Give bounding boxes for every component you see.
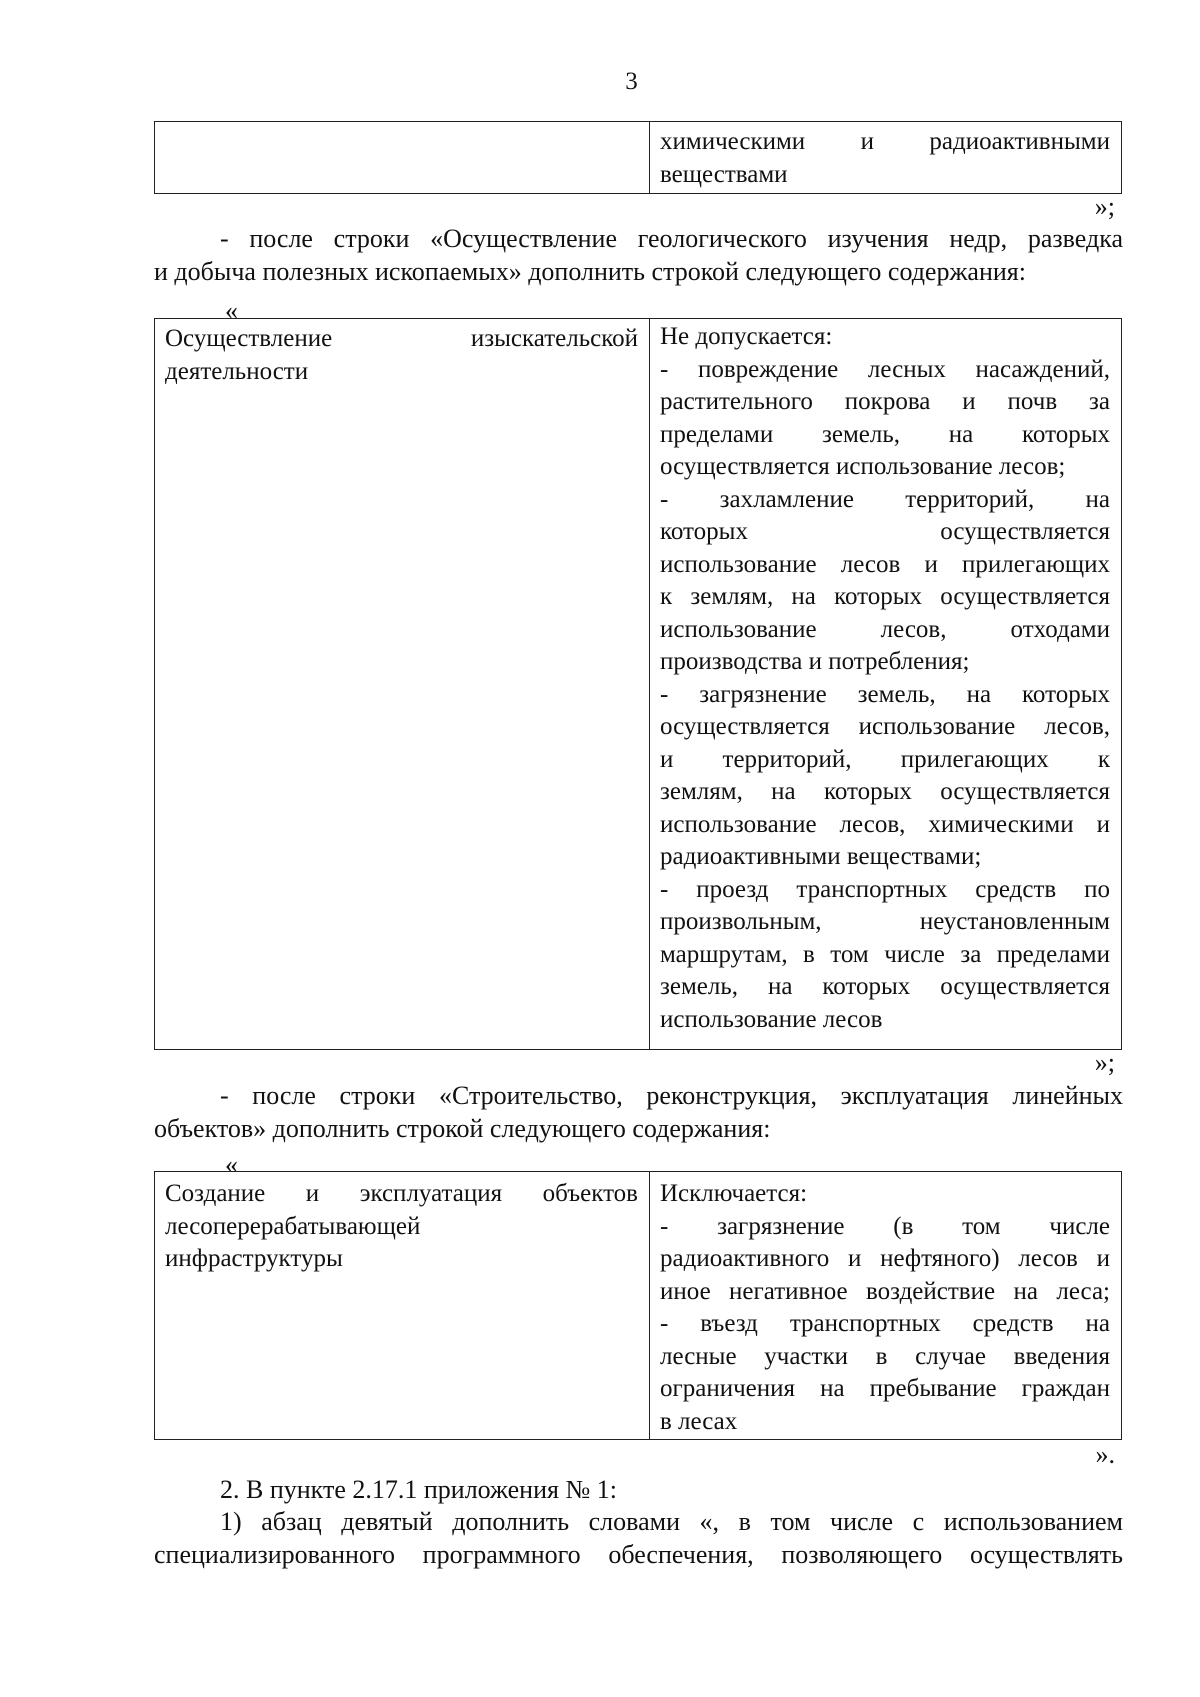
cell-line: пределами земель, на которых [660, 420, 1110, 448]
cell-line: Исключается: [660, 1180, 808, 1207]
paragraph-line: - после строки «Строительство, реконструкция, эксплуатация линейных [220, 1081, 1123, 1110]
paragraph-line: 2. В пункте 2.17.1 приложения № 1: [220, 1475, 617, 1504]
cell-line: лесоперерабатывающей [165, 1212, 421, 1240]
cell-line: - повреждение лесных насаждений, [660, 355, 1110, 383]
cell-line: использование лесов, химическими и [660, 810, 1110, 838]
opening-quote: « [225, 296, 238, 325]
cell-line: в лесах [660, 1407, 738, 1435]
paragraph-insertion-1 [154, 223, 1123, 288]
cell-line: и территорий, прилегающих к [660, 745, 1110, 773]
cell-line: которых осуществляется [660, 518, 1110, 545]
paragraph-point-2 [154, 1474, 1123, 1507]
table-cell-right [650, 122, 1122, 194]
cell-line: химическими и радиоактивными [660, 128, 1110, 155]
cell-line: инфраструктуры [165, 1245, 343, 1272]
cell-line: использование лесов, отходами [660, 615, 1110, 643]
closing-quote: »; [1094, 1048, 1115, 1077]
cell-line: использование лесов [660, 1005, 883, 1033]
table-cell-right [650, 1172, 1122, 1440]
closing-quote: »; [1094, 192, 1115, 221]
cell-line: иное негативное воздействие на леса; [660, 1277, 1110, 1305]
paragraph-subpoint-1 [154, 1506, 1123, 1571]
cell-line: деятельности [165, 357, 309, 385]
cell-line: произвольным, неустановленным [660, 908, 1110, 935]
cell-line: радиоактивного и нефтяного) лесов и [660, 1245, 1110, 1272]
paragraph-insertion-2 [154, 1080, 1123, 1145]
cell-line: лесные участки в случае введения [660, 1342, 1110, 1370]
table-cell-left [155, 319, 650, 1050]
table-wood-processing [154, 1171, 1122, 1440]
paragraph-line: 1) абзац девятый дополнить словами «, в том числе с использованием [220, 1507, 1123, 1536]
paragraph-line: специализированного программного обеспечения, позволяющего осуществлять [154, 1539, 1123, 1569]
cell-line: маршрутам, в том числе за пределами [660, 940, 1110, 968]
page-number: 3 [625, 68, 638, 95]
table-survey-activity [154, 318, 1122, 1050]
table-continued [154, 121, 1122, 194]
table-cell-left [155, 1172, 650, 1440]
table-cell-right [650, 319, 1122, 1050]
closing-quote: ». [1095, 1440, 1115, 1469]
cell-line: Не допускается: [660, 323, 833, 350]
cell-line: к землям, на которых осуществляется [660, 583, 1110, 610]
cell-line: Создание и эксплуатация объектов [165, 1180, 638, 1207]
paragraph-line: - после строки «Осуществление геологического изучения недр, разведка [220, 224, 1123, 253]
paragraph-line: и добыча полезных ископаемых» дополнить строкой следующего содержания: [154, 256, 1026, 286]
opening-quote: « [225, 1150, 238, 1179]
cell-line: земель, на которых осуществляется [660, 973, 1110, 1000]
cell-line: - загрязнение земель, на которых [660, 680, 1110, 708]
cell-line: Осуществление изыскательской [165, 325, 638, 352]
cell-line: - захламление территорий, на [660, 485, 1110, 513]
cell-line: - проезд транспортных средств по [660, 875, 1110, 903]
cell-line: осуществляется использование лесов, [660, 713, 1110, 740]
cell-line: производства и потребления; [660, 648, 970, 675]
cell-line: - въезд транспортных средств на [660, 1310, 1110, 1337]
table-cell-left [155, 122, 650, 194]
cell-line: ограничения на пребывание граждан [660, 1375, 1110, 1402]
cell-line: - загрязнение (в том числе [660, 1212, 1110, 1240]
paragraph-line: объектов» дополнить строкой следующего содержания: [154, 1113, 771, 1143]
cell-line: использование лесов и прилегающих [660, 550, 1110, 578]
cell-line: осуществляется использование лесов; [660, 453, 1066, 480]
cell-line: веществами [660, 160, 788, 188]
cell-line: землям, на которых осуществляется [660, 778, 1110, 805]
cell-line: радиоактивными веществами; [660, 843, 982, 870]
cell-line: растительного покрова и почв за [660, 388, 1110, 415]
